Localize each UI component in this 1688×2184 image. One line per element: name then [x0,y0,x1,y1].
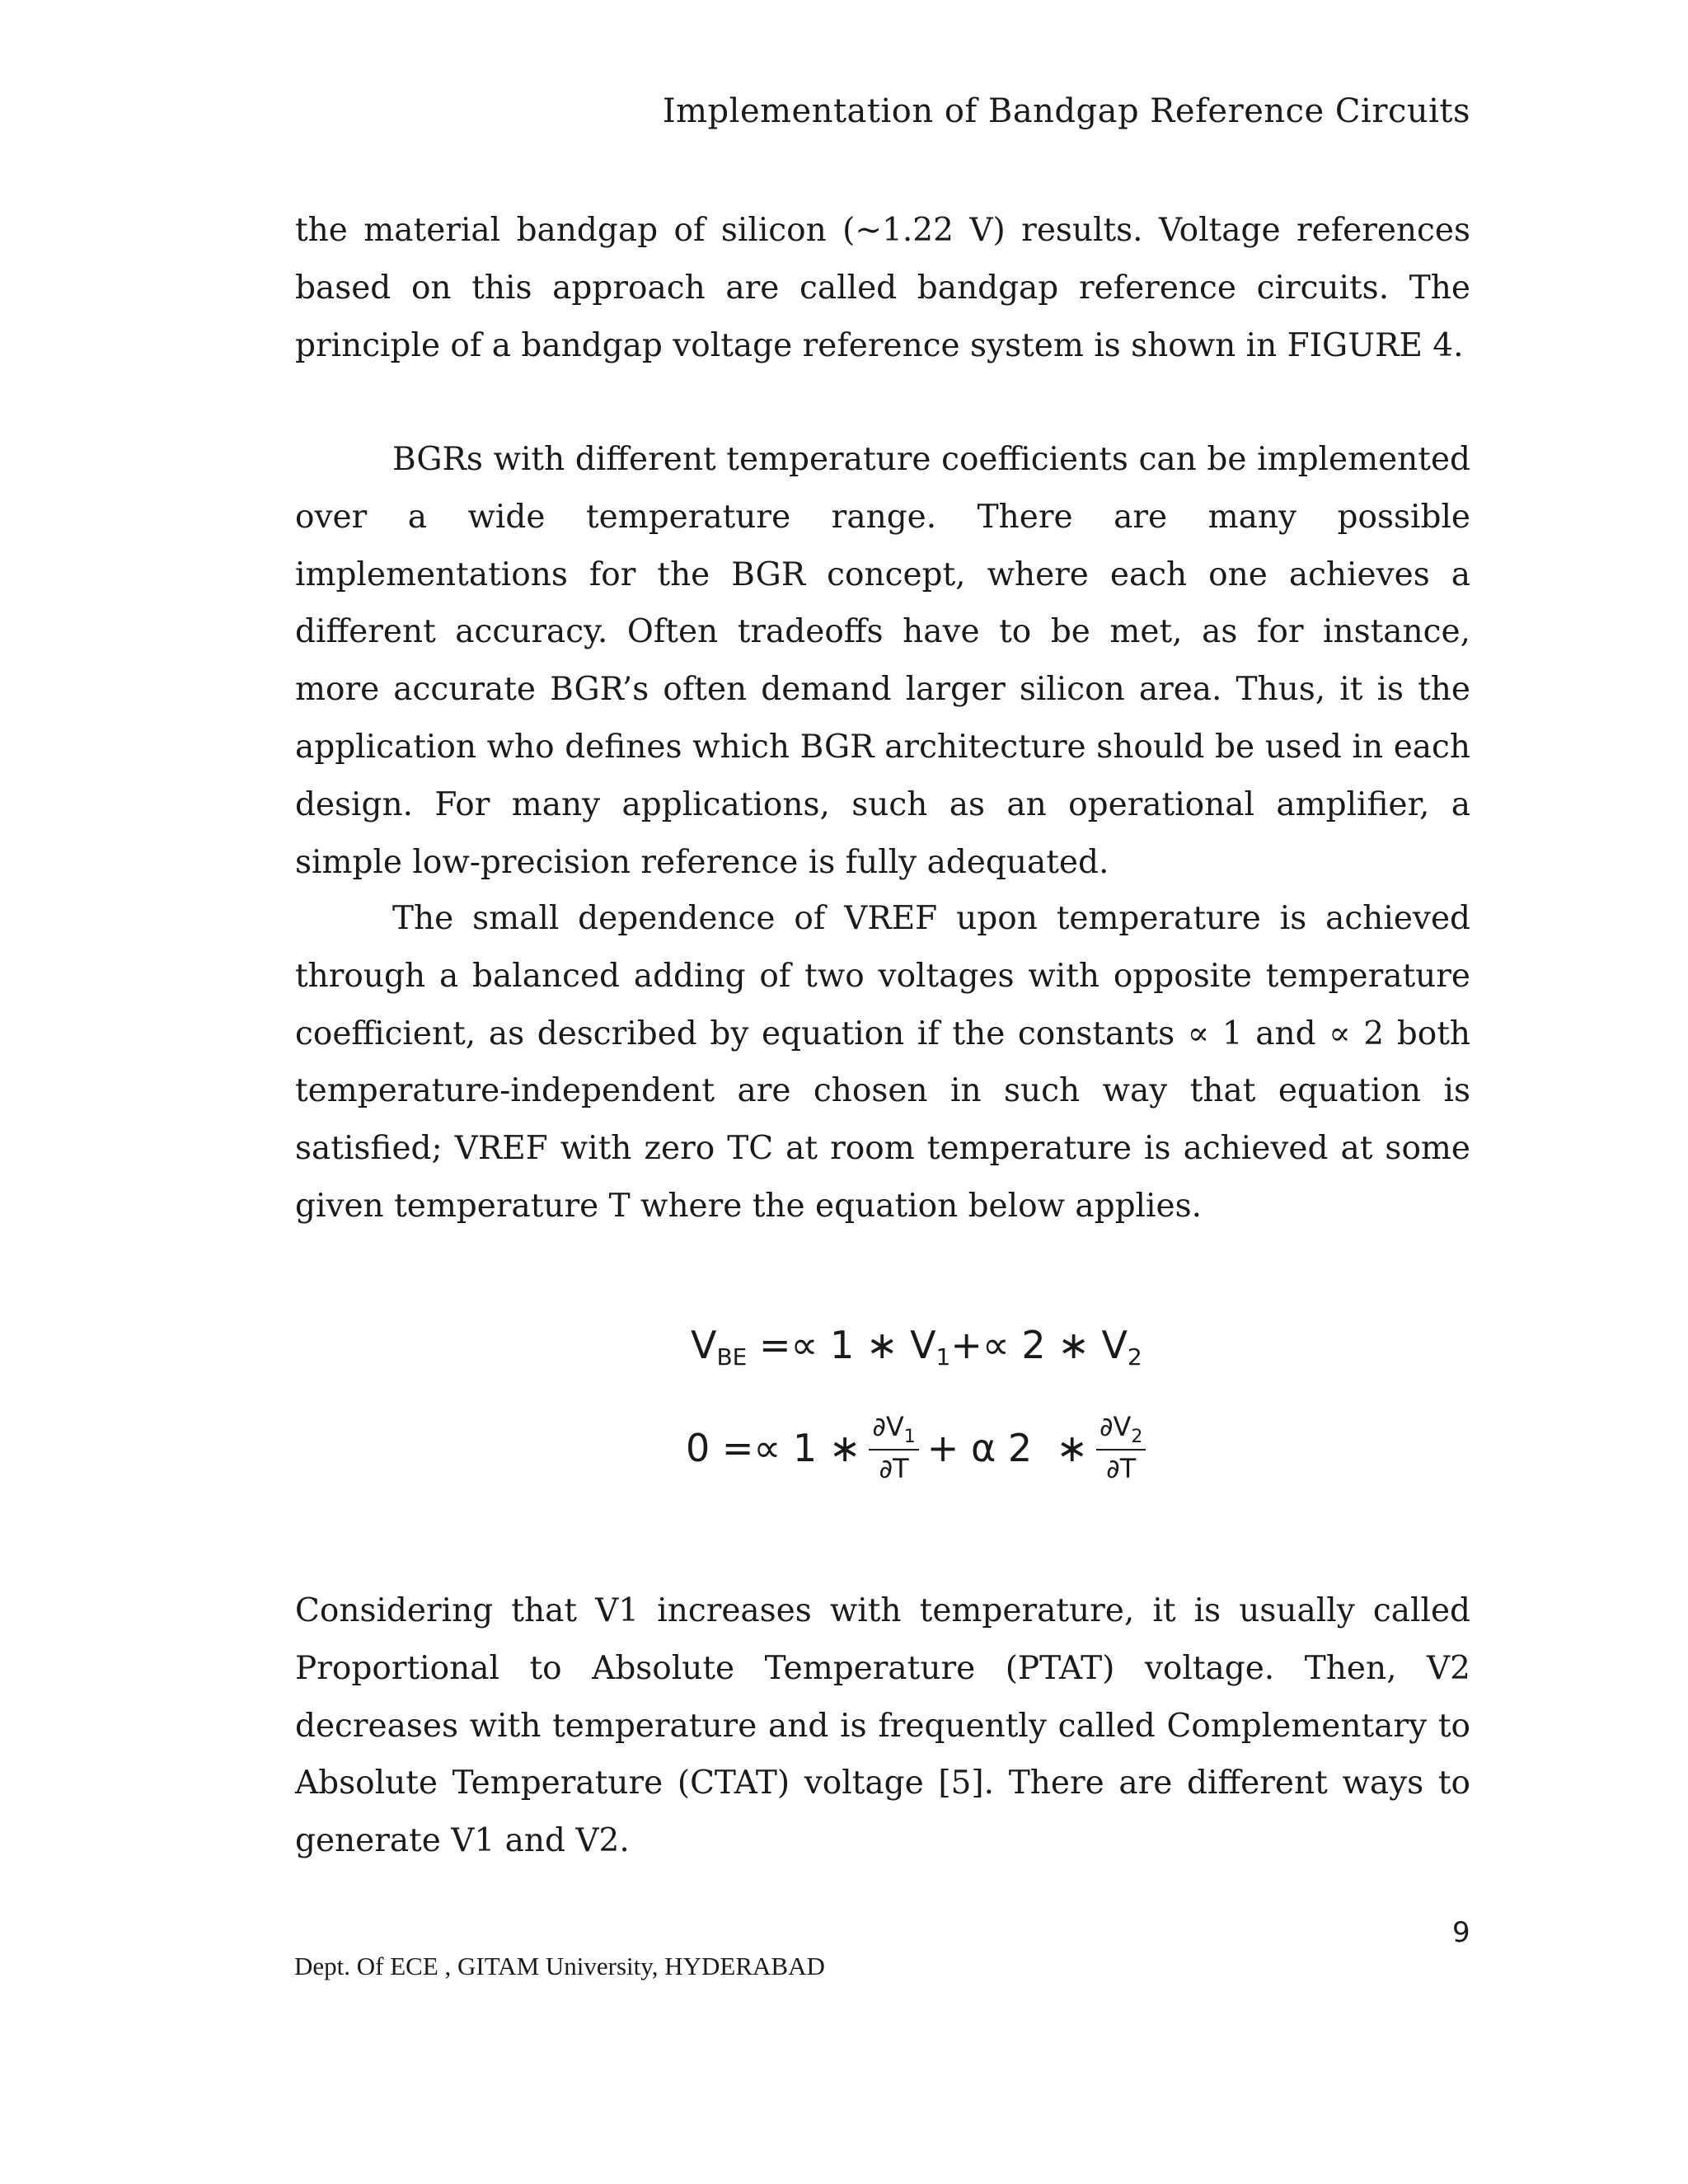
eq2-middle: + α 2 ∗ [926,1425,1088,1470]
page-number: 9 [1452,1916,1470,1949]
eq1-subscript-1: 1 [935,1343,951,1371]
paragraph-1: the material bandgap of silicon (~1.22 V) results. Voltage references based on this approach are called bandgap reference circuits. The principle of a bandgap voltage reference system is shown in FIGURE 4. [295,212,1470,364]
page-header-title: Implementation of Bandgap Reference Circuits [662,92,1470,130]
paragraph-3: The small dependence of VREF upon temperature is achieved through a balanced adding of two voltages with opposite temperature coefficient, as described by equation if the constants ∝ 1 and ∝ 2 both temperature-independent are chosen in such way that equation is satisfied; VREF with zero TC at room temperature is achieved at some given temperature T where the equation below applies. [295,900,1470,1225]
equation-vbe [691,1323,1142,1371]
page-footer: Dept. Of ECE , GITAM University, HYDERABAD [294,1952,825,1980]
eq1-term-2: +∝ 2 ∗ V [950,1323,1128,1367]
eq2-frac1-num-sub: 1 [903,1427,916,1447]
eq1-lhs-base: V [691,1323,717,1367]
eq2-frac1-num-base: ∂V [872,1411,904,1442]
paragraph-2: BGRs with different temperature coefficients can be implemented over a wide temperature range. There are many possible implementations for the BGR concept, where each one achieves a different accuracy. Often tradeoffs have to be met, as for instance, more accurate BGR’s often demand larger silicon area. Thus, it is the application who defines which BGR architecture should be used in each design. For many applications, such as an operational amplifier, a simple low-precision reference is fully adequated. [295,441,1470,881]
eq2-fraction-1 [869,1411,918,1484]
eq1-lhs-subscript: BE [716,1343,748,1371]
paragraph-4: Considering that V1 increases with temperature, it is usually called Proportional to Absolute Temperature (PTAT) voltage. Then, V2 decreases with temperature and is frequently called Complementary to Absolute Temperature (CTAT) voltage [5]. There are different ways to generate V1 and V2. [295,1592,1470,1860]
eq2-fraction-2-denominator: ∂T [1106,1453,1137,1484]
eq2-fraction-1-denominator: ∂T [879,1453,909,1484]
eq2-fraction-2 [1096,1411,1146,1484]
eq2-frac2-num-base: ∂V [1099,1411,1132,1442]
eq2-lhs: 0 =∝ 1 ∗ [686,1425,861,1470]
eq1-subscript-2: 2 [1127,1343,1142,1371]
equation-derivative [686,1411,1154,1484]
eq1-term-1: =∝ 1 ∗ V [747,1323,936,1367]
eq2-fraction-2-numerator [1096,1411,1146,1451]
eq2-frac2-num-sub: 2 [1131,1427,1143,1447]
eq2-fraction-1-numerator [869,1411,918,1451]
